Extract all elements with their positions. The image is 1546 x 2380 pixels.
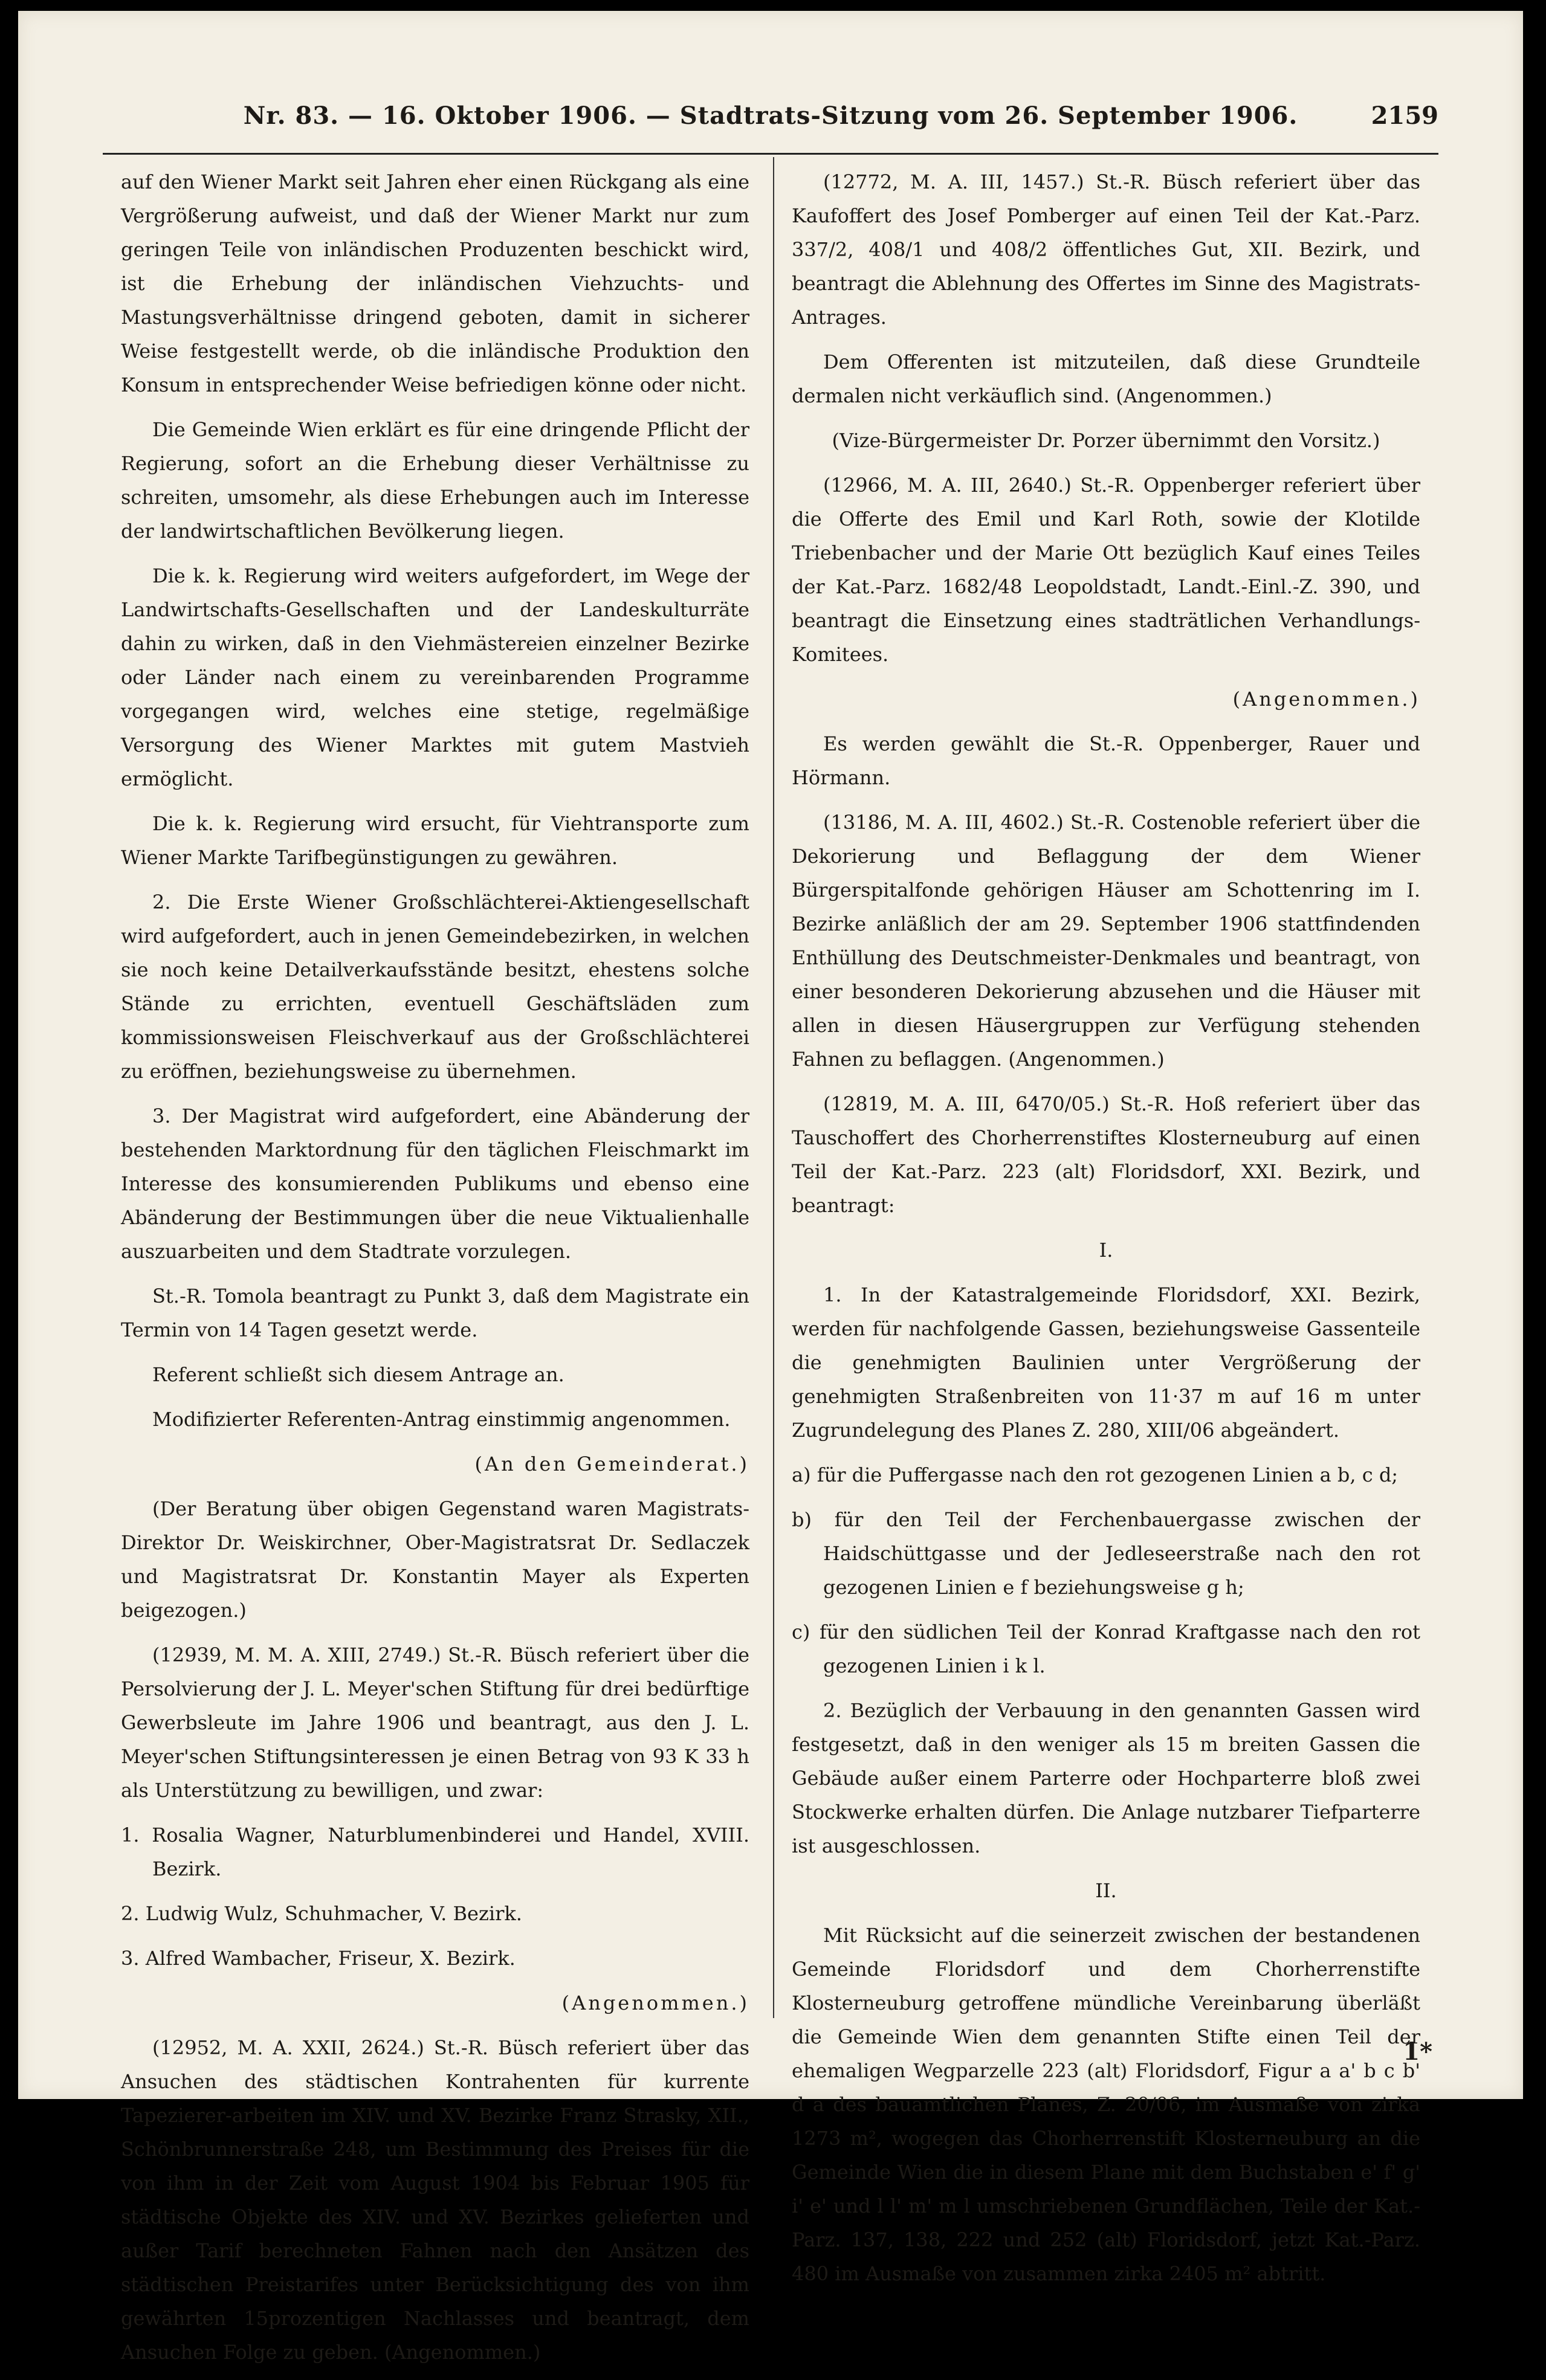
paragraph: 3. Der Magistrat wird aufgefordert, eine Abänderung der bestehenden Marktordnung für den täglichen Fleischmarkt im Interesse des konsumierenden Publikums und ebenso eine Abänderung der Bestimmungen über die neue Viktualienhalle auszuarbeiten und dem Stadtrate vorzulegen. bbox=[121, 1105, 749, 1263]
list-item: a) für die Puffergasse nach den rot gezogenen Linien a b, c d; bbox=[792, 1463, 1399, 1486]
paragraph: St.-R. Tomola beantragt zu Punkt 3, daß dem Magistrate ein Termin von 14 Tagen gesetzt werde. bbox=[121, 1285, 749, 1341]
paragraph: Es werden gewählt die St.-R. Oppenberger, Rauer und Hörmann. bbox=[792, 732, 1420, 789]
list-item: c) für den südlichen Teil der Konrad Kraftgasse nach den rot gezogenen Linien i k l. bbox=[792, 1621, 1420, 1677]
paragraph: (Der Beratung über obigen Gegenstand waren Magistrats-Direktor Dr. Weiskirchner, Ober-Magistratsrat Dr. Sedlaczek und Magistratsrat Dr. Konstantin Mayer als Experten beigezogen.) bbox=[121, 1497, 749, 1622]
paragraph: Die k. k. Regierung wird weiters aufgefordert, im Wege der Landwirtschafts-Gesellschaften und der Landeskulturräte dahin zu wirken, daß in den Viehmästereien einzelner Bezirke oder Länder nach einem zu vereinbarenden Programme vorgegangen wird, welches eine stetige, regelmäßige Versorgung des Wiener Marktes mit gutem Mastvieh ermöglicht. bbox=[121, 564, 749, 790]
left-column bbox=[121, 165, 749, 2380]
paragraph: (12952, M. A. XXII, 2624.) St.-R. Büsch referiert über das Ansuchen des städtischen Kontrahenten für kurrente Tapezierer-arbeiten im XIV. und XV. Bezirke Franz Strasky, XII., Schönbrunnerstraße 248, um Bestimmung des Preises für die von ihm in der Zeit vom August 1904 bis Februar 1905 für städtische Objekte des XIV. und XV. Bezirkes gelieferten und außer Tarif berechneten Fahnen nach den Ansätzen des städtischen Preistarifes unter Berücksichtigung des von ihm gewährten 15prozentigen Nachlasses und beantragt, dem Ansuchen Folge zu geben. (Angenommen.) bbox=[121, 2036, 749, 2364]
paragraph: (12772, M. A. III, 1457.) St.-R. Büsch referiert über das Kaufoffert des Josef Pomberger auf einen Teil der Kat.-Parz. 337/2, 408/1 und 408/2 öffentliches Gut, XII. Bezirk, und beantragt die Ablehnung des Offertes im Sinne des Magistrats-Antrages. bbox=[792, 170, 1420, 329]
paragraph: Referent schließt sich diesem Antrage an. bbox=[152, 1363, 564, 1386]
paragraph: 2. Bezüglich der Verbauung in den genannten Gassen wird festgesetzt, daß in den weniger als 15 m breiten Gassen die Gebäude außer einem Parterre oder Hochparterre bloß zwei Stockwerke erhalten dürfen. Die Anlage nutzbarer Tiefparterre ist ausgeschlossen. bbox=[792, 1699, 1420, 1857]
paragraph: (13186, M. A. III, 4602.) St.-R. Costenoble referiert über die Dekorierung und Beflaggung der dem Wiener Bürgerspitalfonde gehörigen Häuser am Schottenring im I. Bezirke anläßlich der am 29. September 1906 stattfindenden Enthüllung des Deutschmeister-Denkmales und beantragt, von einer besonderen Dekorierung abzusehen und die Häuser mit allen in diesen Häusergruppen zur Verfügung stehenden Fahnen zu beflaggen. (Angenommen.) bbox=[792, 811, 1420, 1071]
paragraph: Mit Rücksicht auf die seinerzeit zwischen der bestandenen Gemeinde Floridsdorf und dem Chorherrenstifte Klosterneuburg getroffene mündliche Vereinbarung überläßt die Gemeinde Wien dem genannten Stifte einen Teil der ehemaligen Wegparzelle 223 (alt) Floridsdorf, Figur a a' b c b' d a des bauamtlichen Planes, Z. 20/06, im Ausmaße von zirka 1273 m², wogegen das Chorherrenstift Klosterneuburg an die Gemeinde Wien die in diesem Plane mit dem Buchstaben e' f' g' i' e' und l l' m' m l umschriebenen Grundflächen, Teile der Kat.-Parz. 137, 138, 222 und 252 (alt) Floridsdorf, jetzt Kat.-Parz. 480 im Ausmaße von zusammen zirka 2405 m² abtritt. bbox=[792, 1924, 1420, 2285]
paragraph: 2. Die Erste Wiener Großschlächterei-Aktiengesellschaft wird aufgefordert, auch in jenen Gemeindebezirken, in welchen sie noch keine Detailverkaufsstände besitzt, ehestens solche Stände zu errichten, eventuell Geschäftsläden zum kommissionsweisen Fleischverkauf aus der Großschlächterei zu eröffnen, beziehungsweise zu übernehmen. bbox=[121, 891, 749, 1083]
resolution-note: (Angenommen.) bbox=[561, 1991, 749, 2014]
paragraph: Die k. k. Regierung wird ersucht, für Viehtransporte zum Wiener Markte Tarifbegünstigungen zu gewähren. bbox=[121, 812, 749, 869]
newspaper-page bbox=[18, 11, 1523, 2364]
right-column bbox=[792, 165, 1420, 2301]
list-item: b) für den Teil der Ferchenbauergasse zwischen der Haidschüttgasse und der Jedleseerstraße nach den rot gezogenen Linien e f beziehungsweise g h; bbox=[792, 1508, 1420, 1599]
resolution-note: (An den Gemeinderat.) bbox=[474, 1453, 749, 1475]
paragraph: auf den Wiener Markt seit Jahren eher einen Rückgang als eine Vergrößerung aufweist, und daß der Wiener Markt nur zum geringen Teile von inländischen Produzenten beschickt wird, ist die Erhebung der inländischen Viehzuchts- und Mastungsverhältnisse dringend geboten, damit in sicherer Weise festgestellt werde, ob die inländische Produktion den Konsum in entsprechender Weise befriedigen könne oder nicht. bbox=[121, 170, 749, 396]
paragraph: Dem Offerenten ist mitzuteilen, daß diese Grundteile dermalen nicht verkäuflich sind. (Angenommen.) bbox=[792, 350, 1420, 407]
paragraph: (12939, M. M. A. XIII, 2749.) St.-R. Büsch referiert über die Persolvierung der J. L. Meyer'schen Stiftung für drei bedürftige Gewerbsleute im Jahre 1906 und beantragt, aus den J. L. Meyer'schen Stiftungsinteressen je einen Betrag von 93 K 33 h als Unterstützung zu bewilligen, und zwar: bbox=[121, 1643, 749, 1802]
list-item: 3. Alfred Wambacher, Friseur, X. Bezirk. bbox=[121, 1947, 516, 1970]
column-divider bbox=[773, 157, 774, 2018]
paragraph: (12819, M. A. III, 6470/05.) St.-R. Hoß referiert über das Tauschoffert des Chorherrenstiftes Klosterneuburg auf einen Teil der Kat.-Parz. 223 (alt) Floridsdorf, XXI. Bezirk, und beantragt: bbox=[792, 1092, 1420, 1217]
paragraph: Modifizierter Referenten-Antrag einstimmig angenommen. bbox=[152, 1408, 731, 1431]
paragraph: (Vize-Bürgermeister Dr. Porzer übernimmt den Vorsitz.) bbox=[832, 429, 1380, 452]
list-item: 1. Rosalia Wagner, Naturblumenbinderei und Handel, XVIII. Bezirk. bbox=[121, 1824, 749, 1880]
section-heading: II. bbox=[1095, 1879, 1117, 1902]
page-number: 2159 bbox=[1371, 102, 1438, 130]
list-item: 2. Ludwig Wulz, Schuhmacher, V. Bezirk. bbox=[121, 1902, 522, 1925]
signature-mark: 1* bbox=[1403, 2037, 1432, 2066]
header-rule bbox=[103, 153, 1438, 155]
paragraph: Die Gemeinde Wien erklärt es für eine dringende Pflicht der Regierung, sofort an die Erhebung dieser Verhältnisse zu schreiten, umsomehr, als diese Erhebungen auch im Interesse der landwirtschaftlichen Bevölkerung liegen. bbox=[121, 418, 749, 543]
section-heading: I. bbox=[1099, 1239, 1113, 1262]
paragraph: (12966, M. A. III, 2640.) St.-R. Oppenberger referiert über die Offerte des Emil und Karl Roth, sowie der Klotilde Triebenbacher und der Marie Ott bezüglich Kauf eines Teiles der Kat.-Parz. 1682/48 Leopoldstadt, Landt.-Einl.-Z. 390, und beantragt die Einsetzung eines stadträtlichen Verhandlungs-Komitees. bbox=[792, 474, 1420, 666]
running-title: Nr. 83. — 16. Oktober 1906. — Stadtrats-Sitzung vom 26. September 1906. bbox=[243, 102, 1298, 130]
resolution-note: (Angenommen.) bbox=[1232, 688, 1420, 711]
page-header bbox=[18, 11, 1523, 132]
paragraph: 1. In der Katastralgemeinde Floridsdorf, XXI. Bezirk, werden für nachfolgende Gassen, beziehungsweise Gassenteile die genehmigten Baulinien unter Vergrößerung der genehmigten Straßenbreiten von 11·37 m auf 16 m unter Zugrundelegung des Planes Z. 280, XIII/06 abgeändert. bbox=[792, 1283, 1420, 1442]
